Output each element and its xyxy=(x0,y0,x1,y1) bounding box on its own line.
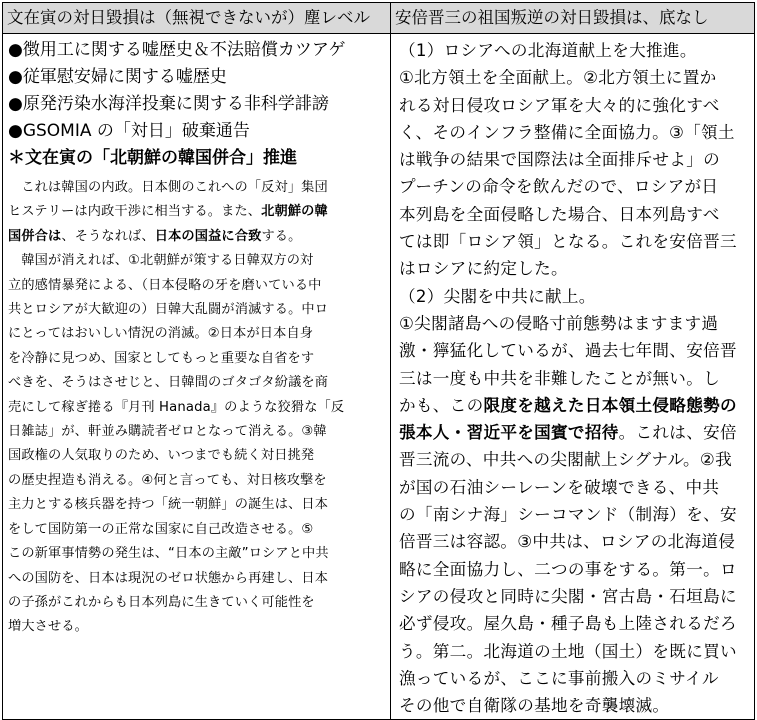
body-line: れる対日侵攻ロシア軍を大々的に強化すべ xyxy=(399,95,720,115)
section-heading: ＊文在寅の「北朝鮮の韓国併合」推進 xyxy=(8,148,297,168)
header-left: 文在寅の対日毀損は（無視できないが）塵レベル xyxy=(3,3,391,34)
body-line: 共とロシアが大歓迎の）日韓大乱闘が消滅する。中ロ xyxy=(8,302,329,318)
body-line: 売にして稼ぎ捲る『月刊 Hanada』のような狡猾な「反 xyxy=(8,399,345,415)
body-line: く、そのインフラ整備に全面協力。③「領土 xyxy=(399,122,735,142)
body-line: 国政権の人気取りのため、いつまでも続く対日挑発 xyxy=(8,448,315,464)
bold-text: 国併合は xyxy=(8,228,62,244)
body-line: シアの侵攻と同時に尖閣・宮古島・石垣島に xyxy=(399,586,737,606)
right-column xyxy=(391,34,755,720)
body-line: 晋三流の、中共への尖閣献上シグナル。②我 xyxy=(399,450,733,470)
bold-text: 日本の国益に合致 xyxy=(154,228,262,244)
body-line: への国防を、日本は現況のゼロ状態から再建し、日本 xyxy=(8,570,329,586)
body-line: プーチンの命令を飲んだので、ロシアが日 xyxy=(399,177,719,197)
body-line: にとってはおいしい情況の消滅。②日本が日本自身 xyxy=(8,326,314,342)
body-line: その他で自衛隊の基地を奇襲壊滅。 xyxy=(399,696,670,716)
body-line: ヒステリーは内政干渉に相当する。また、北朝鮮の韓 xyxy=(8,204,328,220)
body-row xyxy=(3,34,755,720)
body-line: 立的感情暴発による、（日本侵略の牙を磨いている中 xyxy=(8,277,322,293)
bold-text: 北朝鮮の韓 xyxy=(261,204,328,220)
body-line: 必ず侵攻。屋久島・種子島も上陸されるだろ xyxy=(399,614,737,634)
body-line: 主力とする核兵器を持つ「統一朝鮮」の誕生は、日本 xyxy=(8,497,329,513)
bullet-item: ●原発汚染水海洋投棄に関する非科学誹謗 xyxy=(8,94,329,114)
bullet-item: ●徴用工に関する嘘歴史＆不法賠償カツアゲ xyxy=(8,40,346,60)
body-line: はロシアに約定した。 xyxy=(399,259,568,279)
left-column xyxy=(3,34,391,720)
body-line: この新軍事情勢の発生は、“日本の主敵”ロシアと中共 xyxy=(8,546,329,562)
body-line: 韓国が消えれば、①北朝鮮が策する日韓双方の対 xyxy=(8,253,314,269)
body-line: は戦争の結果で国際法は全面排斥せよ」の xyxy=(399,150,720,170)
body-line: 国併合は、そうなれば、日本の国益に合致する。 xyxy=(8,228,302,244)
body-line: を冷静に見つめ、国家としてもっと重要な自省をす xyxy=(8,350,315,366)
body-line: の「南シナ海」シーコマンド（制海）を、安 xyxy=(399,505,737,525)
body-line: 漁っているが、ここに事前搬入のミサイル xyxy=(399,668,719,688)
header-right: 安倍晋三の祖国叛逆の対日毀損は、底なし xyxy=(391,3,755,34)
body-line: ①尖閣諸島への侵略寸前態勢はますます過 xyxy=(399,313,719,333)
body-line: が国の石油シーレーンを破壊できる、中共 xyxy=(399,477,720,497)
body-line: 激・獰猛化しているが、過去七年間、安倍晋 xyxy=(399,341,737,361)
body-line: 本列島を全面侵略した場合、日本列島すべ xyxy=(399,204,720,224)
comparison-table xyxy=(2,2,755,720)
header-row xyxy=(3,3,755,34)
body-line: かも、この限度を越えた日本領土侵略態勢の xyxy=(399,395,737,415)
body-line: 三は一度も中共を非難したことが無い。し xyxy=(399,368,720,388)
body-line: 張本人・習近平を国賓で招待。これは、安倍 xyxy=(399,423,737,443)
body-line: の子孫がこれからも日本列島に生きていく可能性を xyxy=(8,594,315,610)
body-line: （1）ロシアへの北海道献上を大推進。 xyxy=(399,41,697,60)
bold-text: 限度を越えた日本領土侵略態勢の xyxy=(483,395,737,415)
bullet-item: ●GSOMIA の「対日」破棄通告 xyxy=(8,121,250,141)
body-line: 日雑誌」が、軒並み購読者ゼロとなって消える。③韓 xyxy=(8,424,327,440)
body-line: ①北方領土を全面献上。②北方領土に置か xyxy=(399,68,717,88)
body-line: の歴史捏造も消える。④何と言っても、対日核攻撃を xyxy=(8,472,327,488)
body-line: 略に全面協力し、二つの事をする。第一。ロ xyxy=(399,559,737,579)
body-line: う。第二。北海道の土地（国土）を既に買い xyxy=(399,641,737,661)
body-line: ては即「ロシア領」となる。これを安倍晋三 xyxy=(399,232,737,252)
body-line: べきを、そうはさせじと、日韓間のゴタゴタ紛議を商 xyxy=(8,375,329,391)
body-line: これは韓国の内政。日本側のこれへの「反対」集団 xyxy=(8,180,328,195)
bold-text: 張本人・習近平を国賓で招待 xyxy=(399,423,619,443)
body-line: をして国防第一の正常な国家に自己改造させる。⑤ xyxy=(8,521,314,537)
body-line: 増大させる。 xyxy=(8,619,89,635)
body-line: 倍晋三は容認。③中共は、ロシアの北海道侵 xyxy=(399,532,736,552)
bullet-item: ●従軍慰安婦に関する嘘歴史 xyxy=(8,67,227,87)
body-line: （2）尖閣を中共に献上。 xyxy=(399,286,596,306)
